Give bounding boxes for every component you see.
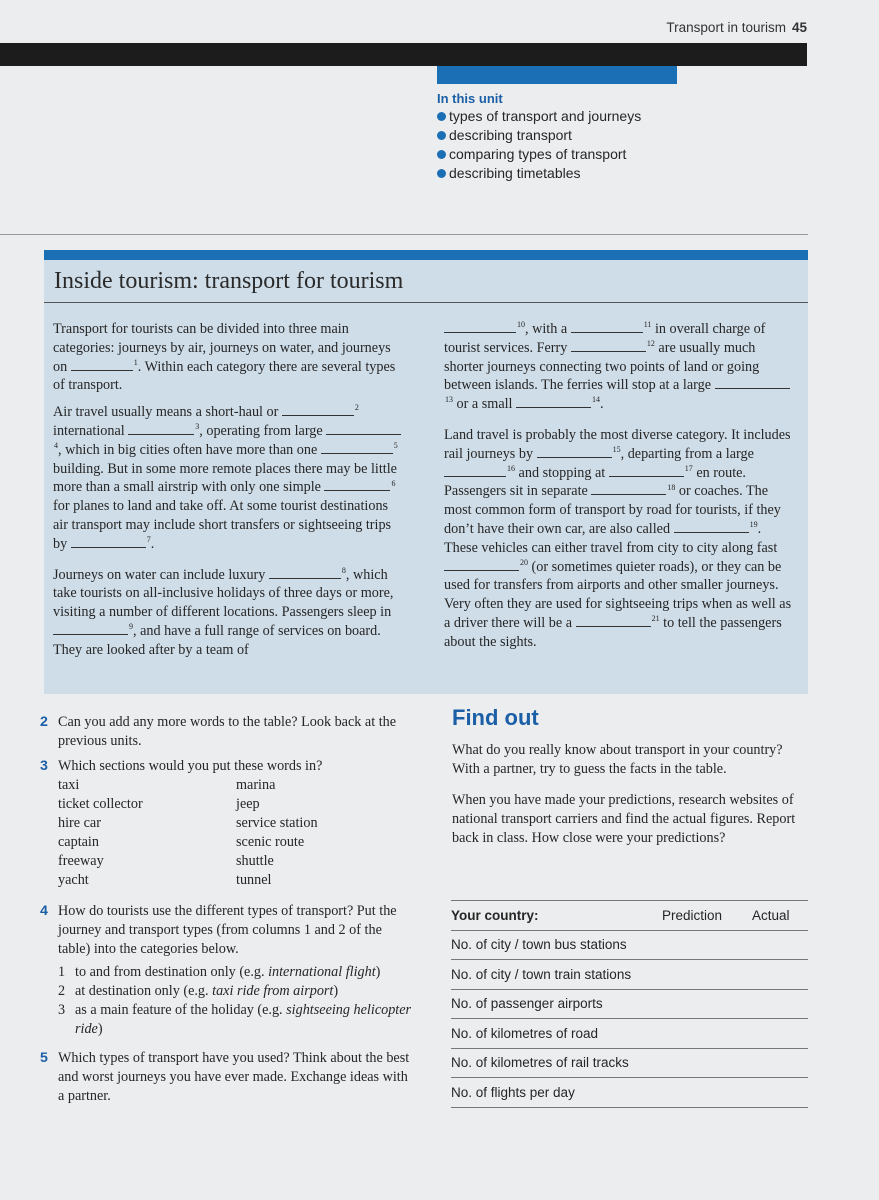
category-item xyxy=(58,1001,415,1039)
section-title: Transport in tourism xyxy=(666,20,786,35)
exercise-text: Which types of transport have you used? Think about the best and worst journeys you have ever made. Exchange ideas with a partner. xyxy=(58,1050,410,1104)
reading-paragraph xyxy=(444,426,796,652)
gap-number: 10 xyxy=(517,320,525,330)
unit-item: comparing types of transport xyxy=(437,145,641,164)
gap-blank[interactable] xyxy=(128,423,194,435)
example: sightseeing helicopter ride xyxy=(75,1002,412,1037)
gap-number: 13 xyxy=(445,395,453,405)
gap-blank[interactable] xyxy=(609,465,684,477)
word: freeway xyxy=(58,853,104,869)
text: building. But in some more remote places there may be little more than a small airstrip with only one simple xyxy=(53,460,397,496)
table-row[interactable] xyxy=(451,960,808,990)
word: shuttle xyxy=(236,853,274,869)
header-bar xyxy=(0,43,807,66)
gap-blank[interactable] xyxy=(576,615,651,627)
page-number: 45 xyxy=(791,20,807,35)
table-header xyxy=(451,900,808,931)
gap-number: 12 xyxy=(646,339,655,349)
table-row[interactable] xyxy=(451,990,808,1020)
find-out-section xyxy=(452,705,808,860)
text: , departing from a large xyxy=(620,445,754,462)
column-header: Prediction xyxy=(662,907,723,923)
exercise-text: Which sections would you put these words in? xyxy=(58,758,323,774)
row-label: No. of passenger airports xyxy=(451,996,603,1011)
gap-number: 18 xyxy=(667,482,676,492)
panel-strip xyxy=(44,250,808,260)
gap-blank[interactable] xyxy=(516,396,591,408)
text: , operating from large xyxy=(199,422,327,439)
text: for planes to land and take off. At some tourist destinations air transport may include short transfers or sightseeing trips by xyxy=(53,498,392,552)
text: , which in big cities often have more than one xyxy=(58,441,321,458)
blue-tab xyxy=(437,66,677,84)
reading-paragraph xyxy=(53,320,403,395)
exercise-2 xyxy=(40,713,415,751)
reading-panel xyxy=(44,250,808,694)
row-label: No. of city / town bus stations xyxy=(451,937,627,952)
word: scenic route xyxy=(236,834,305,850)
exercise-number: 5 xyxy=(40,1050,48,1066)
gap-blank[interactable] xyxy=(571,321,643,333)
text: ) xyxy=(333,983,339,999)
word: service station xyxy=(236,815,318,831)
text: Journeys on water can include luxury xyxy=(53,566,269,583)
text: international xyxy=(53,422,129,439)
text: . xyxy=(150,535,155,552)
exercise-number: 4 xyxy=(40,903,48,919)
gap-blank[interactable] xyxy=(326,423,401,435)
exercise-3 xyxy=(40,757,415,890)
gap-number: 11 xyxy=(643,320,652,330)
gap-number: 7 xyxy=(146,535,151,545)
gap-number: 19 xyxy=(749,520,758,530)
word-column-right xyxy=(236,776,414,890)
exercise-text: How do tourists use the different types of transport? Put the journey and transport types (from columns 1 and 2 of the table) into the categories below. xyxy=(58,903,397,957)
exercise-number: 2 xyxy=(40,714,48,730)
find-out-title: Find out xyxy=(452,705,539,730)
gap-blank[interactable] xyxy=(444,559,519,571)
gap-number: 9 xyxy=(129,622,133,632)
text: at destination only (e.g. xyxy=(75,983,213,999)
exercise-number: 3 xyxy=(40,758,48,774)
text: in overall charge of tourist services. Ferry xyxy=(444,321,766,356)
table-row[interactable] xyxy=(451,1019,808,1049)
row-label: No. of kilometres of rail tracks xyxy=(451,1055,629,1070)
gap-blank[interactable] xyxy=(715,377,790,389)
reading-column-right xyxy=(444,320,796,660)
gap-number: 2 xyxy=(354,403,359,413)
text: , with a xyxy=(525,321,571,337)
example: international flight xyxy=(268,964,376,980)
gap-blank[interactable] xyxy=(321,442,393,454)
unit-item: types of transport and journeys xyxy=(437,107,641,126)
unit-list xyxy=(437,107,641,183)
gap-number: 1 xyxy=(133,357,138,367)
heading-rule xyxy=(44,302,808,303)
column-header: Actual xyxy=(752,907,790,923)
text: . These vehicles can either travel from city to city along fast xyxy=(444,520,778,556)
text: Transport for tourists can be divided into three main categories: journeys by air, journeys on water, and journeys on xyxy=(53,321,391,375)
text: to tell the passengers about the sights. xyxy=(444,614,782,650)
gap-blank[interactable] xyxy=(269,567,341,579)
gap-blank[interactable] xyxy=(537,446,612,458)
word: marina xyxy=(236,777,276,793)
facts-table xyxy=(451,900,808,1108)
text: or coaches. The most common form of transport by road for tourists, if they don’t have their own car, are also called xyxy=(444,483,781,537)
text: (or sometimes quieter roads), or they can be used for transfers from airports and other smaller journeys. Very often they are used for sightseeing trips when as well as a driver there will be a xyxy=(444,558,792,631)
text: ) xyxy=(375,964,381,980)
gap-blank[interactable] xyxy=(444,465,506,477)
gap-blank[interactable] xyxy=(324,479,390,491)
unit-item: describing timetables xyxy=(437,164,641,183)
text: . Within each category there are several types of transport. xyxy=(53,358,396,394)
text: or a small xyxy=(453,396,517,413)
gap-number: 15 xyxy=(612,445,621,455)
gap-number: 6 xyxy=(391,478,396,488)
find-out-paragraph: When you have made your predictions, research websites of national transport carriers and find the actual figures. Report back in class. How close were your predictions? xyxy=(452,792,796,846)
unit-title: In this unit xyxy=(437,91,503,106)
row-label: No. of city / town train stations xyxy=(451,966,632,982)
item-number: 1 xyxy=(58,964,66,980)
divider xyxy=(0,234,808,235)
reading-paragraph xyxy=(53,403,403,553)
gap-blank[interactable] xyxy=(71,359,133,371)
table-row[interactable] xyxy=(451,1078,808,1108)
gap-number: 3 xyxy=(195,422,200,432)
text: as a main feature of the holiday (e.g. xyxy=(75,1002,287,1018)
gap-number: 16 xyxy=(507,463,515,473)
word: captain xyxy=(58,834,99,850)
item-number: 2 xyxy=(58,983,66,999)
reading-heading: Inside tourism: transport for tourism xyxy=(54,268,404,294)
column-header: Your country: xyxy=(451,907,539,923)
text: en route. Passengers sit in separate xyxy=(444,464,746,500)
text: Air travel usually means a short-haul or xyxy=(53,404,282,421)
word: tunnel xyxy=(236,872,272,888)
exercise-text: Can you add any more words to the table? Look back at the previous units. xyxy=(58,714,397,749)
word-column-left xyxy=(58,776,236,890)
row-label: No. of kilometres of road xyxy=(451,1025,599,1041)
word: jeep xyxy=(236,796,260,812)
gap-number: 8 xyxy=(341,565,346,575)
text: Land travel is probably the most diverse category. It includes rail journeys by xyxy=(444,426,791,462)
word: ticket collector xyxy=(58,796,143,812)
exercises xyxy=(40,713,415,1112)
item-number: 3 xyxy=(58,1002,66,1018)
reading-paragraph xyxy=(444,320,796,414)
gap-blank[interactable] xyxy=(282,404,354,416)
text: . xyxy=(600,396,604,413)
row-label: No. of flights per day xyxy=(451,1084,575,1100)
gap-number: 17 xyxy=(684,463,693,473)
find-out-paragraph: What do you really know about transport in your country? With a partner, try to guess the facts in the table. xyxy=(452,742,783,777)
text: and stopping at xyxy=(515,464,609,481)
reading-column-left xyxy=(53,320,403,668)
gap-number: 4 xyxy=(54,441,58,451)
gap-blank[interactable] xyxy=(444,321,516,333)
text: are usually much shorter journeys connecting two points of land or going between islands. The ferries will stop at a large xyxy=(444,339,760,394)
gap-blank[interactable] xyxy=(53,623,128,635)
table-row[interactable] xyxy=(451,1049,808,1079)
exercise-4 xyxy=(40,902,415,1039)
word: taxi xyxy=(58,777,80,793)
gap-number: 20 xyxy=(520,557,528,567)
gap-blank[interactable] xyxy=(591,483,666,495)
category-list xyxy=(58,963,415,1039)
text: ) xyxy=(97,1021,103,1037)
gap-number: 21 xyxy=(651,614,660,624)
category-item xyxy=(58,982,415,1001)
gap-number: 5 xyxy=(393,441,398,451)
unit-box xyxy=(437,91,641,183)
gap-number: 14 xyxy=(592,395,601,405)
text: , and have a full range of services on board. They are looked after by a team of xyxy=(53,622,381,658)
word: yacht xyxy=(58,872,89,888)
word: hire car xyxy=(58,815,101,831)
exercise-5 xyxy=(40,1049,415,1106)
text: to and from destination only (e.g. xyxy=(75,964,269,980)
running-header xyxy=(666,20,807,35)
reading-paragraph xyxy=(53,566,403,660)
example: taxi ride from airport xyxy=(212,983,334,999)
gap-blank[interactable] xyxy=(571,340,646,352)
unit-item: describing transport xyxy=(437,126,641,145)
gap-blank[interactable] xyxy=(674,521,749,533)
text: , which take tourists on all-inclusive holidays of three days or more, visiting a number of different locations. Passengers sleep in xyxy=(53,566,394,621)
gap-blank[interactable] xyxy=(71,536,146,548)
category-item xyxy=(58,963,415,982)
word-columns xyxy=(58,776,415,890)
table-row[interactable] xyxy=(451,931,808,961)
